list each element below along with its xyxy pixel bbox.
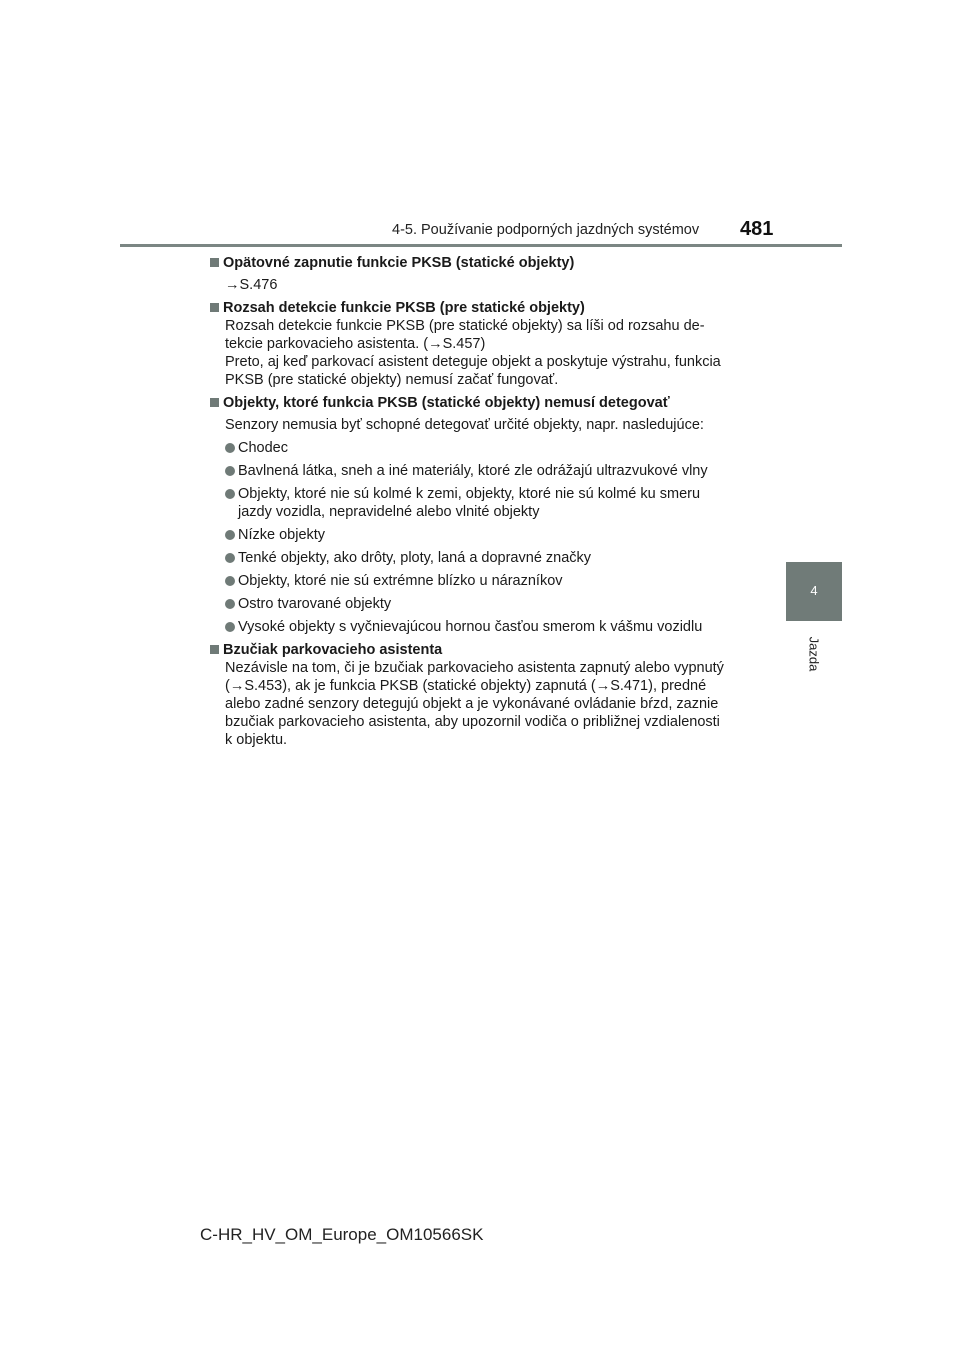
square-bullet-icon [210, 303, 219, 312]
chapter-label [790, 630, 838, 678]
chapter-number: 4 [810, 583, 818, 598]
circle-bullet-icon [225, 489, 235, 499]
paragraph: Rozsah detekcie funkcie PKSB (pre statické objekty) sa líši od rozsahu de- tekcie parkovacieho asistenta. (→S.457) Preto, aj keď parkovací asistent deteguje objekt a poskytuje výstrahu, funkcia PKSB (pre statické objekty) nemusí začať fungovať. [225, 318, 721, 388]
list-item: Tenké objekty, ako drôty, ploty, laná a dopravné značky [210, 549, 750, 567]
document-code: C-HR_HV_OM_Europe_OM10566SK [200, 1225, 484, 1244]
list-item: Chodec [210, 439, 750, 457]
cross-reference: →S.476 [225, 277, 278, 293]
square-bullet-icon [210, 258, 219, 267]
list-item: Bavlnená látka, sneh a iné materiály, ktoré zle odrážajú ultrazvukové vlny [210, 462, 750, 480]
paragraph: Nezávisle na tom, či je bzučiak parkovacieho asistenta zapnutý alebo vypnutý (→S.453), ak je funkcia PKSB (statické objekty) zapnutá (→S.471), predné alebo zadné senzory detegujú objekt a je vykonávané ovládanie bŕzd, zaznie bzučiak parkovacieho asistenta, aby upozornil vodiča o približnej vzdialenosti k objektu. [225, 660, 724, 748]
circle-bullet-icon [225, 466, 235, 476]
header-divider [120, 244, 842, 247]
chapter-tab [786, 562, 842, 621]
square-bullet-icon [210, 398, 219, 407]
header-section-title: 4-5. Používanie podporných jazdných systémov [392, 222, 700, 238]
square-bullet-icon [210, 645, 219, 654]
section-heading: Objekty, ktoré funkcia PKSB (statické objekty) nemusí detegovať [210, 394, 750, 412]
section-heading: Bzučiak parkovacieho asistenta [210, 641, 750, 659]
section-heading: Opätovné zapnutie funkcie PKSB (statické objekty) [210, 254, 750, 272]
circle-bullet-icon [225, 443, 235, 453]
circle-bullet-icon [225, 576, 235, 586]
circle-bullet-icon [225, 622, 235, 632]
circle-bullet-icon [225, 553, 235, 563]
page-number: 481 [740, 218, 774, 240]
section-heading: Rozsah detekcie funkcie PKSB (pre statické objekty) [210, 299, 750, 317]
list-item: Vysoké objekty s vyčnievajúcou hornou časťou smerom k vášmu vozidlu [210, 618, 750, 636]
list-item: Nízke objekty [210, 526, 750, 544]
circle-bullet-icon [225, 599, 235, 609]
circle-bullet-icon [225, 530, 235, 540]
page-content [210, 254, 750, 749]
list-item: Objekty, ktoré nie sú extrémne blízko u nárazníkov [210, 572, 750, 590]
list-item: Objekty, ktoré nie sú kolmé k zemi, objekty, ktoré nie sú kolmé ku smeru jazdy vozidla, nepravidelné alebo vlnité objekty [210, 485, 750, 521]
paragraph: Senzory nemusia byť schopné detegovať určité objekty, napr. nasledujúce: [225, 417, 704, 433]
chapter-label-text: Jazda [806, 636, 822, 672]
list-item: Ostro tvarované objekty [210, 595, 750, 613]
